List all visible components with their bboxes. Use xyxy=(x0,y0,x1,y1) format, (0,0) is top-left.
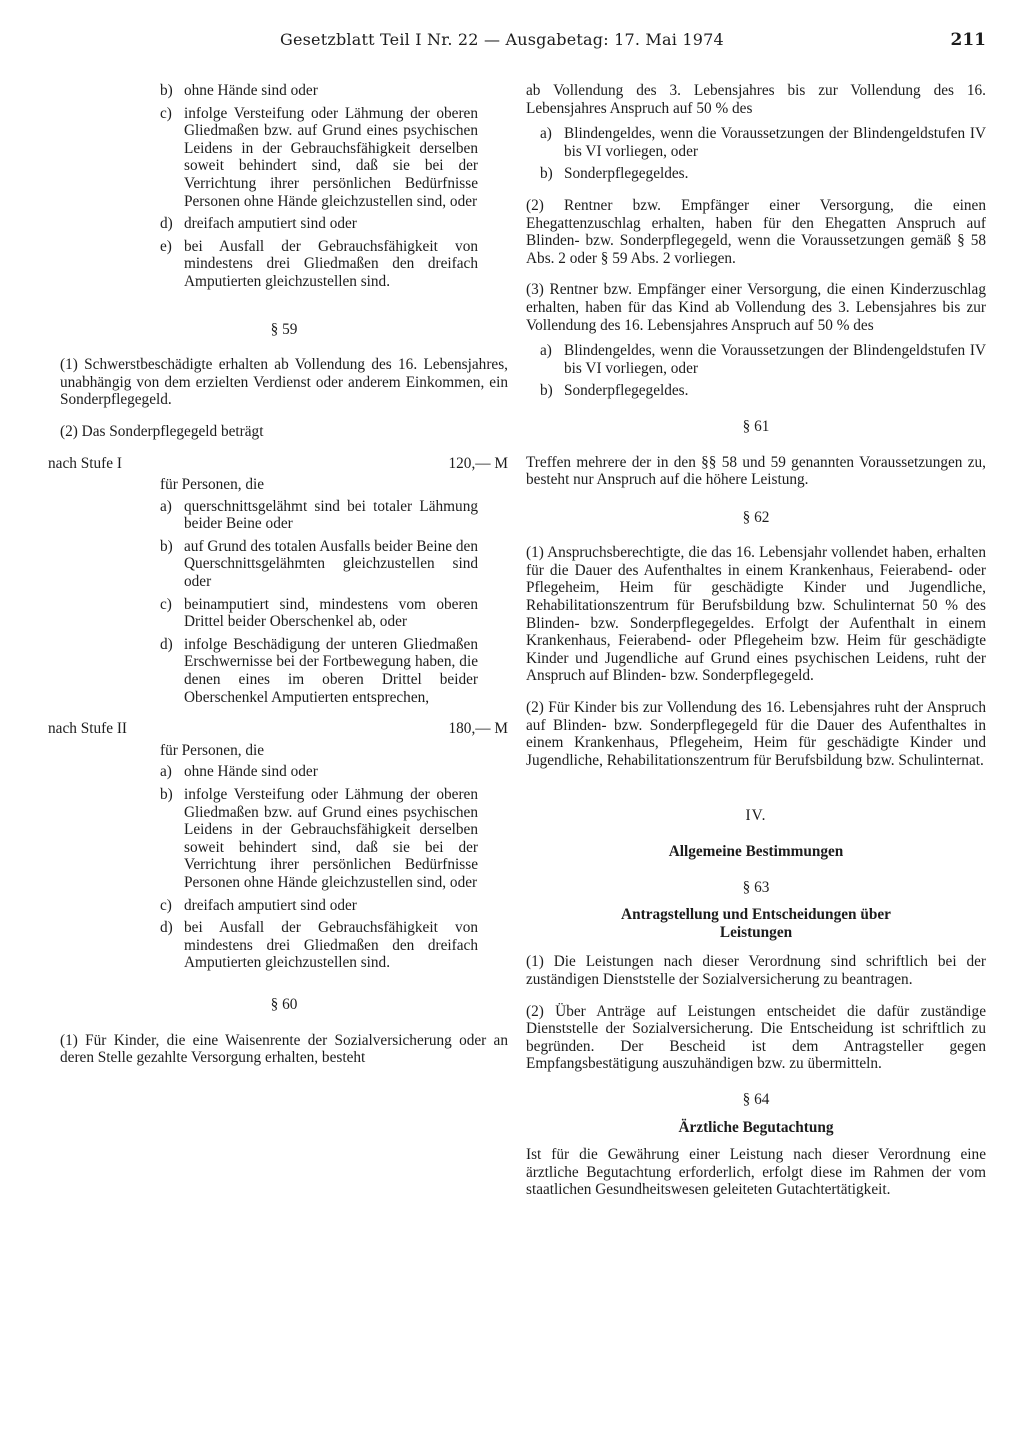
section-64-heading: § 64 xyxy=(742,1090,770,1108)
header-title: Gesetzblatt Teil I Nr. 22 — Ausgabetag: 17. Mai 1974 xyxy=(280,30,724,49)
s62-paragraph-2: (2) Für Kinder bis zur Vollendung des 16. Lebensjahres ruht der Anspruch auf Blinden- bzw. Sonderpflegegeld für die Dauer des Aufenthaltes in einem Krankenhaus, Pflegeheim, Heim für geschädigte Kinder und Jugendliche, Rehabilitationszentrum für Berufsbildung bzw. Schulinternat. xyxy=(526,699,986,769)
section-63-heading: § 63 xyxy=(742,878,770,896)
s61-paragraph: Treffen mehrere der in den §§ 58 und 59 genannten Voraussetzungen zu, besteht nur Anspruch auf die höhere Leistung. xyxy=(526,453,986,489)
s62-paragraph-1: (1) Anspruchsberechtigte, die das 16. Lebensjahr vollendet haben, erhalten für die Dauer des Aufenthaltes in einem Krankenhaus, Feierabend- oder Pflegeheim, Heim für geschädigte Kinder und Jugendliche, Rehabilitationszentrum für Berufsbildung bzw. Schulinternat 50 % des Blinden- bzw. Sonderpflegegeldes. Erfolgt der Aufenthalt in einem Krankenhaus, Feierabend- oder Pflegeheim bzw. Heim für geschädigte Kinder und Jugendliche auf Grund eines psychischen Leidens, ruht der Anspruch auf Blinden- bzw. Sonderpflegegeld. xyxy=(526,544,986,685)
list-item: d) bei Ausfall der Gebrauchsfähigkeit von mindestens drei Gliedmaßen den dreifach Amputierten gleichzustellen sind. xyxy=(160,919,478,972)
stufe-1-row xyxy=(48,455,508,473)
s60-paragraph-2: (2) Rentner bzw. Empfänger einer Versorgung, die einen Ehegattenzuschlag erhalten, haben für den Ehegatten Anspruch auf Blinden- bzw. Sonderpflegegeld, wenn die Voraussetzungen gemäß § 58 Abs. 2 oder § 59 Abs. 2 vorliegen. xyxy=(526,196,986,267)
left-column xyxy=(48,82,508,1081)
list-item: d) dreifach amputiert sind oder xyxy=(160,215,357,233)
section-59-heading: § 59 xyxy=(270,320,298,338)
list-item: c) beinamputiert sind, mindestens vom oberen Drittel beider Oberschenkel ab, oder xyxy=(160,595,478,631)
stufe-2-amount: 180,— M xyxy=(448,720,508,738)
s63-paragraph-2: (2) Über Anträge auf Leistungen entscheidet die dafür zuständige Dienststelle der Sozialversicherung. Die Entscheidung ist schriftlich zu begründen. Der Bescheid ist dem Antragsteller gegen Empfangsbestätigung auszuhändigen bzw. zu übermitteln. xyxy=(526,1002,986,1073)
list-item: d) infolge Beschädigung der unteren Gliedmaßen Erschwernisse bei der Fortbewegung haben, die denen eines im oberen Drittel beider Oberschenkel Amputierten entsprechen, xyxy=(160,635,478,706)
list-item: b) ohne Hände sind oder xyxy=(160,82,318,99)
section-61-heading: § 61 xyxy=(742,417,770,435)
stufe-1-intro: für Personen, die xyxy=(160,476,265,494)
stufe-1-amount: 120,— M xyxy=(448,454,508,472)
list-item: e) bei Ausfall der Gebrauchsfähigkeit von mindestens drei Gliedmaßen den dreifach Amputierten gleichzustellen sind. xyxy=(160,237,478,290)
part-iv-title: Allgemeine Bestimmungen xyxy=(668,843,844,860)
s64-paragraph: Ist für die Gewährung einer Leistung nach dieser Verordnung eine ärztliche Begutachtung erforderlich, erfolgt diese im Rahmen der vom staatlichen Gesundheitswesen geleiteten Gutachtertätigkeit. xyxy=(526,1146,986,1199)
s63-paragraph-1: (1) Die Leistungen nach dieser Verordnung sind schriftlich bei der zuständigen Dienststelle der Sozialversicherung zu beantragen. xyxy=(526,953,986,988)
list-item: b) infolge Versteifung oder Lähmung der oberen Gliedmaßen bzw. auf Grund eines psychischen Leidens in der Gebrauchsfähigkeit derselben soweit behindert sind, daß sie bei der Verrichtung ihrer persönlichen Bedürfnisse Personen ohne Hände gleichzustellen sind, oder xyxy=(160,786,478,891)
continued-list xyxy=(160,82,478,291)
stufe-2-label: nach Stufe II xyxy=(48,720,128,738)
s60-p1-list xyxy=(540,125,986,183)
stufe-2-row xyxy=(48,720,508,738)
list-item: b) Sonderpflegegeldes. xyxy=(540,382,689,400)
section-60-heading: § 60 xyxy=(270,995,298,1013)
s59-paragraph-1: (1) Schwerstbeschädigte erhalten ab Vollendung des 16. Lebensjahres, unabhängig von dem erzielten Verdienst oder anderem Einkommen, ein Sonderpflegegeld. xyxy=(60,356,508,409)
section-62-heading: § 62 xyxy=(742,508,770,526)
list-item: b) Sonderpflegegeldes. xyxy=(540,165,689,183)
part-iv-heading: IV. xyxy=(745,807,767,825)
page-number: 211 xyxy=(950,30,986,50)
stufe-1-label: nach Stufe I xyxy=(48,454,122,472)
list-item: a) ohne Hände sind oder xyxy=(160,763,318,781)
section-64-title: Ärztliche Begutachtung xyxy=(678,1118,834,1136)
list-item: b) auf Grund des totalen Ausfalls beider Beine den Querschnittsgelähmten gleichzustellen sind oder xyxy=(160,537,478,591)
list-item: c) infolge Versteifung oder Lähmung der oberen Gliedmaßen bzw. auf Grund eines psychischen Leidens in der Gebrauchsfähigkeit derselben soweit behindert sind, daß sie bei der Verrichtung ihrer persönlichen Bedürfnisse Personen ohne Hände gleichzustellen sind, oder xyxy=(160,104,478,210)
list-item: a) querschnittsgelähmt sind bei totaler Lähmung beider Beine oder xyxy=(160,497,478,533)
stufe-2-list xyxy=(160,763,478,972)
s60-paragraph-1: (1) Für Kinder, die eine Waisenrente der Sozialversicherung oder an deren Stelle gezahlte Versorgung erhalten, besteht xyxy=(60,1031,508,1067)
list-item: a) Blindengeldes, wenn die Voraussetzungen der Blindengeldstufen IV bis VI vorliegen, oder xyxy=(540,342,986,377)
s60-continuation: ab Vollendung des 3. Lebensjahres bis zur Vollendung des 16. Lebensjahres Anspruch auf 50 % des xyxy=(526,82,986,117)
right-column xyxy=(526,82,986,1213)
stufe-1-list xyxy=(160,498,478,707)
s60-paragraph-3: (3) Rentner bzw. Empfänger einer Versorgung, die einen Kinderzuschlag erhalten, haben für das Kind ab Vollendung des 3. Lebensjahres bis zur Vollendung des 16. Lebensjahres Anspruch auf 50 % des xyxy=(526,281,986,334)
running-header xyxy=(280,30,986,58)
s60-p3-list xyxy=(540,342,986,400)
list-item: c) dreifach amputiert sind oder xyxy=(160,896,357,914)
section-63-title: Antragstellung und Entscheidungen über Leistungen xyxy=(621,906,891,941)
stufe-2-intro: für Personen, die xyxy=(160,741,265,759)
list-item: a) Blindengeldes, wenn die Voraussetzungen der Blindengeldstufen IV bis VI vorliegen, oder xyxy=(540,125,986,160)
s59-paragraph-2: (2) Das Sonderpflegegeld beträgt xyxy=(60,422,264,440)
